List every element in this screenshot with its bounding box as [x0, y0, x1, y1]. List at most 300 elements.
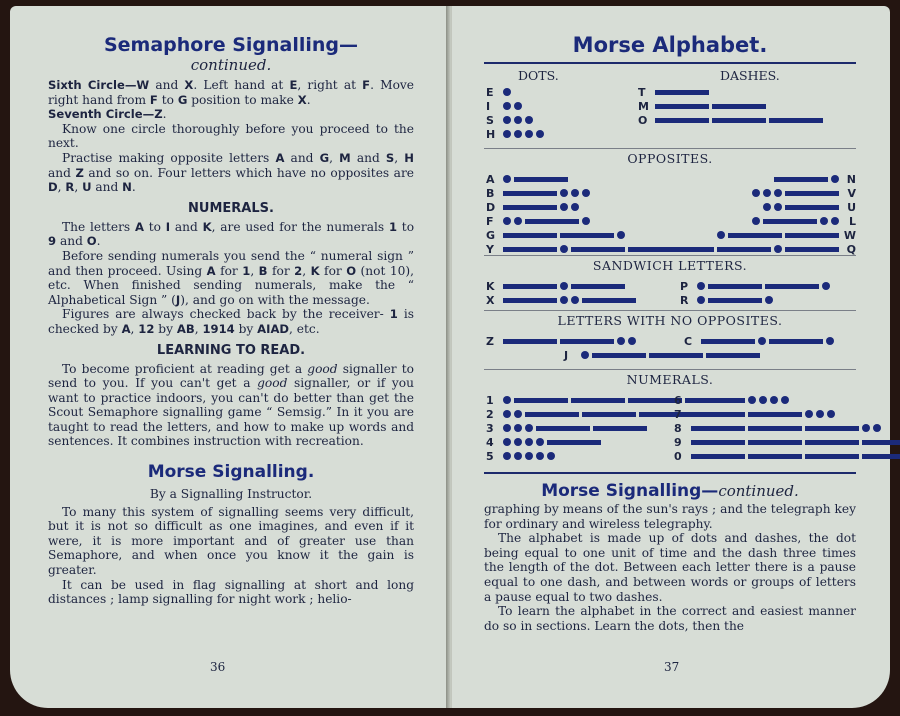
morse-row-c	[684, 335, 834, 347]
morse-code	[503, 438, 601, 446]
morse-row-x	[486, 294, 636, 306]
italic-run: good	[257, 376, 288, 391]
morse-dot	[525, 452, 533, 460]
morse-dot	[831, 175, 839, 183]
morse-dash	[514, 398, 568, 403]
morse-letter: W	[843, 228, 856, 242]
morse-letter: P	[680, 279, 689, 293]
morse-dash	[765, 284, 819, 289]
morse-dot	[503, 424, 511, 432]
morse-row-3	[486, 422, 647, 434]
dots-caption: DOTS.	[518, 68, 559, 83]
dashes-caption: DASHES.	[720, 68, 780, 83]
paragraph-learn-sections: To learn the alphabet in the correct and easiest manner do so in sections. Learn the dots, then the	[484, 604, 856, 633]
morse-dot	[831, 217, 839, 225]
morse-letter: 4	[486, 435, 494, 449]
morse-alphabet-title: Morse Alphabet.	[572, 33, 768, 57]
morse-dash	[649, 353, 703, 358]
morse-dot	[503, 438, 511, 446]
morse-dot	[758, 337, 766, 345]
morse-dot	[536, 438, 544, 446]
morse-dot	[717, 231, 725, 239]
morse-letter: X	[486, 293, 495, 307]
morse-row-i	[486, 100, 522, 112]
morse-dot	[514, 424, 522, 432]
morse-row-t	[638, 86, 709, 98]
morse-dash	[691, 440, 745, 445]
paragraph-numeral-sign: Before sending numerals you send the “ numeral sign ” and then proceed. Using A for 1, B for 2, K for O (not 10), etc. When finished sending numerals, make the “ Alphabetical Sign ” (J), and go on with the message.	[48, 248, 415, 307]
divider	[484, 148, 856, 149]
morse-row-m	[638, 100, 766, 112]
morse-row-9	[674, 436, 900, 448]
morse-code	[655, 118, 823, 123]
morse-code	[503, 424, 647, 432]
morse-dash	[655, 118, 709, 123]
morse-code	[503, 175, 568, 183]
morse-dash	[862, 440, 900, 445]
morse-letter: J	[564, 348, 569, 362]
bold-run: F	[362, 78, 371, 92]
sandwich-caption: SANDWICH LETTERS.	[592, 258, 748, 273]
italic-run: good	[307, 361, 338, 376]
morse-dash	[774, 177, 828, 182]
morse-code	[503, 410, 693, 418]
morse-code	[697, 296, 773, 304]
morse-dash	[769, 339, 823, 344]
morse-dot	[525, 130, 533, 138]
morse-row-p	[680, 280, 830, 292]
morse-row-5	[486, 450, 555, 462]
bold-run: A	[121, 321, 131, 336]
bold-run: S	[385, 150, 395, 165]
bold-run: O	[86, 234, 97, 249]
paragraph-sixth-circle: Sixth Circle—W and X. Left hand at E, right at F. Move right hand from F to G position to make X.	[48, 78, 415, 107]
morse-letter: O	[638, 113, 648, 127]
morse-dot	[763, 203, 771, 211]
morse-letter: H	[486, 127, 496, 141]
morse-row-y	[486, 243, 682, 255]
morse-dash	[785, 233, 839, 238]
morse-dot	[547, 452, 555, 460]
bold-run: O	[346, 263, 357, 278]
morse-code	[655, 90, 709, 95]
morse-letter: K	[486, 279, 495, 293]
morse-code	[717, 231, 839, 239]
morse-dot	[514, 438, 522, 446]
paragraph-heliographing: graphing by means of the sun's rays ; and the telegraph key for ordinary and wireless telegraphy.	[484, 502, 856, 531]
morse-row-b	[486, 187, 590, 199]
bold-run: N	[122, 180, 132, 195]
left-page	[10, 6, 448, 708]
numerals-caption: NUMERALS.	[626, 372, 714, 387]
morse-dash	[785, 205, 839, 210]
morse-letter: D	[486, 200, 496, 214]
morse-dot	[816, 410, 824, 418]
morse-dash	[708, 284, 762, 289]
bold-run: 12	[138, 321, 155, 336]
morse-dot	[581, 351, 589, 359]
paragraph-checked-back: Figures are always checked back by the receiver- 1 is checked by A, 12 by AB, 1914 by AIAD, etc.	[48, 307, 414, 336]
bold-run: I	[165, 219, 171, 234]
morse-code	[697, 282, 830, 290]
morse-dot	[571, 203, 579, 211]
morse-dot	[514, 102, 522, 110]
morse-row-o	[638, 114, 823, 126]
morse-row-q	[660, 243, 856, 255]
morse-dash	[525, 219, 579, 224]
bold-run: X	[297, 92, 307, 107]
page-number-right: 37	[664, 660, 680, 674]
morse-letter: S	[486, 113, 494, 127]
morse-code	[503, 102, 522, 110]
bold-run: A	[134, 219, 144, 234]
morse-dot	[560, 245, 568, 253]
numerals-heading: NUMERALS.	[188, 200, 274, 216]
bold-run: AB	[176, 321, 195, 336]
morse-dot	[774, 203, 782, 211]
morse-code	[691, 396, 789, 404]
morse-letter: 3	[486, 421, 494, 435]
morse-row-u	[763, 201, 856, 213]
morse-dot	[770, 396, 778, 404]
morse-dash	[503, 205, 557, 210]
bottom-rule	[484, 472, 856, 474]
morse-dot	[536, 130, 544, 138]
morse-dot	[514, 217, 522, 225]
morse-row-e	[486, 86, 511, 98]
morse-dot	[826, 337, 834, 345]
morse-dot	[781, 396, 789, 404]
morse-dash	[691, 412, 745, 417]
morse-dash	[748, 440, 802, 445]
morse-dash	[691, 426, 745, 431]
bold-run: K	[202, 219, 212, 234]
morse-letter: 5	[486, 449, 494, 463]
paragraph-opposites: Practise making opposite letters A and G, M and S, H and Z and so on. Four letters which have no opposites are D, R, U and N.	[48, 150, 414, 195]
morse-row-a	[486, 173, 568, 185]
opposites-caption: OPPOSITES.	[627, 151, 713, 166]
morse-row-8	[674, 422, 881, 434]
morse-dash	[691, 454, 745, 459]
morse-dot	[697, 282, 705, 290]
morse-dot	[503, 102, 511, 110]
morse-row-k	[486, 280, 625, 292]
morse-dot	[822, 282, 830, 290]
morse-dash	[547, 440, 601, 445]
morse-dash	[701, 339, 755, 344]
semaphore-subtitle: continued.	[190, 56, 272, 74]
bold-run: Seventh Circle—Z	[48, 107, 163, 122]
morse-row-j	[564, 349, 760, 361]
morse-dash	[706, 353, 760, 358]
morse-dot	[525, 438, 533, 446]
morse-continued-heading	[484, 480, 856, 502]
morse-dot	[525, 116, 533, 124]
morse-dot	[503, 410, 511, 418]
morse-dash	[748, 412, 802, 417]
morse-dot	[525, 424, 533, 432]
morse-dot	[514, 410, 522, 418]
morse-dash	[571, 284, 625, 289]
morse-dot	[774, 189, 782, 197]
morse-dash	[571, 398, 625, 403]
opposites-section	[484, 151, 856, 255]
morse-letter: A	[486, 172, 495, 186]
morse-dot	[774, 245, 782, 253]
bold-run: 1	[389, 307, 398, 322]
learning-heading: LEARNING TO READ.	[156, 342, 306, 358]
morse-dash	[592, 353, 646, 358]
bold-run: F	[149, 92, 158, 107]
morse-dot	[617, 337, 625, 345]
morse-dash	[805, 454, 859, 459]
morse-code	[660, 245, 839, 253]
morse-dash	[785, 191, 839, 196]
morse-dot	[503, 452, 511, 460]
morse-dot	[560, 296, 568, 304]
paragraph-seventh-circle: Seventh Circle—Z.	[48, 107, 167, 122]
morse-dot	[752, 189, 760, 197]
morse-dot	[571, 189, 579, 197]
morse-dash	[503, 298, 557, 303]
morse-dash	[503, 233, 557, 238]
paragraph-flag-signalling: It can be used in flag signalling at short and long distances ; lamp signalling for night work ; helio-	[48, 577, 414, 607]
semaphore-title: Semaphore Signalling—	[103, 34, 359, 56]
morse-code	[503, 337, 636, 345]
morse-letter: Y	[486, 242, 494, 256]
morse-row-n	[774, 173, 856, 185]
morse-dash	[769, 118, 823, 123]
morse-code	[503, 88, 511, 96]
morse-letter: 9	[674, 435, 682, 449]
morse-dash	[748, 426, 802, 431]
morse-code	[503, 217, 590, 225]
morse-dash	[560, 339, 614, 344]
morse-dot	[536, 452, 544, 460]
morse-continued-sub: continued.	[718, 482, 799, 500]
morse-code	[691, 454, 900, 459]
morse-letter: Z	[486, 334, 494, 348]
morse-letter: B	[486, 186, 495, 200]
morse-letter: E	[486, 85, 494, 99]
morse-code	[503, 245, 682, 253]
morse-code	[503, 203, 579, 211]
morse-dot	[560, 282, 568, 290]
morse-letter: G	[486, 228, 496, 242]
no-opposites-caption: LETTERS WITH NO OPPOSITES.	[557, 313, 783, 328]
bold-run: D	[48, 180, 58, 195]
morse-dash	[560, 233, 614, 238]
morse-code	[503, 452, 555, 460]
morse-dash	[503, 284, 557, 289]
bold-run: Z	[75, 165, 84, 180]
morse-dash	[805, 426, 859, 431]
morse-dash	[525, 412, 579, 417]
morse-dash	[763, 219, 817, 224]
byline: By a Signalling Instructor.	[149, 487, 313, 502]
divider	[484, 310, 856, 311]
morse-dash	[691, 398, 745, 403]
morse-dot	[820, 217, 828, 225]
morse-code	[503, 189, 590, 197]
no-opposites-section	[484, 313, 856, 369]
bold-run: X	[184, 78, 194, 92]
morse-row-s	[486, 114, 533, 126]
morse-dash	[785, 247, 839, 252]
morse-dot	[560, 189, 568, 197]
page-number-left: 36	[210, 660, 226, 674]
bold-run: 1	[388, 219, 398, 234]
paragraph-know-circle: Know one circle thoroughly before you proceed to the next.	[48, 121, 414, 151]
morse-letter: F	[486, 214, 494, 228]
morse-dot	[503, 396, 511, 404]
morse-dash	[514, 177, 568, 182]
bold-run: E	[289, 78, 298, 92]
morse-code	[691, 410, 835, 418]
morse-row-r	[680, 294, 773, 306]
morse-dash	[503, 247, 557, 252]
morse-dot	[503, 130, 511, 138]
morse-dash	[708, 298, 762, 303]
bold-run: 1914	[202, 321, 235, 336]
morse-letter: Q	[846, 242, 856, 256]
morse-letter: L	[848, 214, 856, 228]
morse-dot	[752, 217, 760, 225]
bold-run: AIAD	[257, 321, 290, 336]
morse-letter: 0	[674, 449, 682, 463]
morse-row-2	[486, 408, 693, 420]
morse-letter: I	[486, 99, 491, 113]
morse-letter: V	[847, 186, 856, 200]
morse-dash	[660, 247, 714, 252]
morse-signalling-heading: Morse Signalling.	[147, 462, 315, 483]
morse-dash	[712, 118, 766, 123]
morse-dot	[503, 116, 511, 124]
morse-dot	[697, 296, 705, 304]
morse-dot	[765, 296, 773, 304]
paragraph-dots-dashes: The alphabet is made up of dots and dashes, the dot being equal to one unit of time and the dash three times the length of the dot. Between each letter there is a pause equal to one dash, and between words or groups of letters a pause equal to two dashes.	[484, 531, 856, 604]
morse-dash	[728, 233, 782, 238]
morse-code	[581, 351, 760, 359]
morse-row-0	[674, 450, 900, 462]
morse-dash	[748, 454, 802, 459]
bold-run: G	[177, 92, 188, 107]
morse-letter: 2	[486, 407, 494, 421]
divider	[484, 369, 856, 370]
morse-dash	[503, 339, 557, 344]
bold-run: R	[65, 180, 75, 195]
morse-dot	[617, 231, 625, 239]
morse-row-h	[486, 128, 544, 140]
bold-run: 9	[48, 234, 57, 249]
morse-dash	[582, 412, 636, 417]
morse-dot	[503, 88, 511, 96]
morse-letter: R	[680, 293, 689, 307]
morse-dash	[503, 191, 557, 196]
bold-run: Sixth Circle—W	[48, 78, 150, 92]
bold-run: 2	[294, 263, 303, 278]
morse-letter: 1	[486, 393, 494, 407]
morse-code	[701, 337, 834, 345]
morse-dot	[503, 217, 511, 225]
morse-code	[503, 231, 625, 239]
morse-row-l	[752, 215, 856, 227]
morse-code	[752, 189, 839, 197]
divider	[484, 255, 856, 256]
morse-letter: C	[684, 334, 693, 348]
morse-dash	[862, 454, 900, 459]
morse-dash	[655, 104, 709, 109]
morse-row-d	[486, 201, 579, 213]
morse-dot	[582, 189, 590, 197]
paragraph-many-difficult: To many this system of signalling seems very difficult, but it is not so difficult as one imagines, and even if it were, it is more important and of greater use than Semaphore, and when once you know it the gain is greater.	[48, 504, 414, 578]
morse-letter: 7	[674, 407, 682, 421]
bold-run: J	[175, 292, 181, 307]
morse-dot	[763, 189, 771, 197]
morse-letter: T	[638, 85, 646, 99]
morse-code	[774, 175, 839, 183]
morse-row-v	[752, 187, 856, 199]
morse-dash	[712, 104, 766, 109]
morse-dash	[805, 440, 859, 445]
morse-letter: N	[846, 172, 856, 186]
bold-run: A	[275, 150, 285, 165]
bold-run: M	[339, 150, 351, 165]
morse-code	[655, 104, 766, 109]
dots-dashes-section	[484, 64, 856, 148]
morse-dot	[514, 130, 522, 138]
morse-dot	[582, 217, 590, 225]
morse-dot	[628, 337, 636, 345]
bold-run: 1	[242, 263, 251, 278]
numerals-section	[484, 372, 856, 472]
paragraph-numerals: The letters A to I and K, are used for the numerals 1 to 9 and O.	[48, 219, 415, 249]
morse-dash	[536, 426, 590, 431]
morse-dot	[748, 396, 756, 404]
morse-dash	[717, 247, 771, 252]
bold-run: H	[404, 150, 414, 165]
morse-dot	[827, 410, 835, 418]
paragraph-learning: To become proficient at reading get a good signaller to send to you. If you can't get a good signaller, or if you want to practice indoors, you can't do better than get the Scout Semaphore signalling game “ Semsig.” In it you are taught to read the letters, and how to make up words and sentences. It combines instruction with recreation.	[48, 361, 414, 449]
morse-code	[752, 217, 839, 225]
morse-row-7	[674, 408, 835, 420]
morse-dash	[582, 298, 636, 303]
morse-row-f	[486, 215, 590, 227]
morse-dot	[862, 424, 870, 432]
morse-row-g	[486, 229, 625, 241]
morse-continued-title: Morse Signalling—	[541, 481, 719, 501]
morse-dot	[759, 396, 767, 404]
bold-run: U	[82, 180, 92, 195]
morse-row-4	[486, 436, 601, 448]
morse-dot	[503, 175, 511, 183]
morse-letter: M	[638, 99, 649, 113]
morse-row-w	[717, 229, 856, 241]
morse-letter: U	[847, 200, 856, 214]
morse-dot	[560, 203, 568, 211]
morse-letter: 8	[674, 421, 682, 435]
morse-row-6	[674, 394, 789, 406]
morse-dot	[514, 116, 522, 124]
morse-dash	[593, 426, 647, 431]
morse-dot	[514, 452, 522, 460]
morse-code	[763, 203, 839, 211]
morse-code	[503, 296, 636, 304]
morse-code	[691, 438, 900, 446]
right-page	[452, 6, 890, 708]
morse-dash	[571, 247, 625, 252]
morse-code	[503, 130, 544, 138]
